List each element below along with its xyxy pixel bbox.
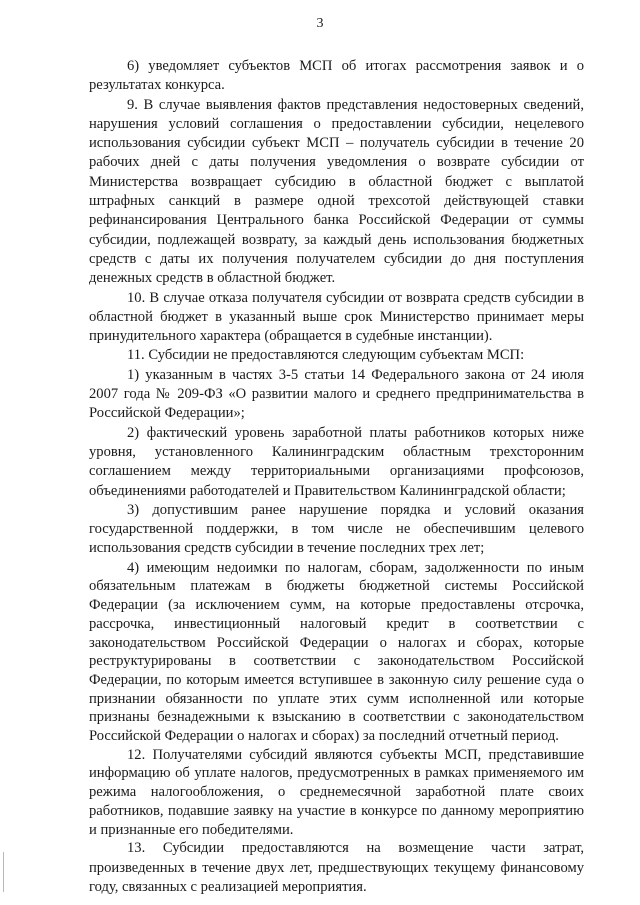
- paragraph-10-refusal: 10. В случае отказа получателя субсидии от возврата средств субсидии в областной бюджет в указанный выше срок Министерство принимает меры принудительного характера (обращается в судебные инстанции).: [89, 289, 584, 345]
- list-item-1: 1) указанным в частях 3-5 статьи 14 Федерального закона от 24 июля 2007 года № 209-ФЗ «О развитии малого и среднего предпринимательства в Российской Федерации»;: [89, 366, 584, 422]
- scan-edge-mark: [3, 852, 4, 892]
- list-item-3: 3) допустившим ранее нарушение порядка и условий оказания государственной поддержки, в том числе не обеспечившим целевого использования средств субсидии в течение последних трех лет;: [89, 501, 584, 557]
- paragraph-11-exclusions: 11. Субсидии не предоставляются следующим субъектам МСП:: [127, 347, 525, 364]
- page-number: 3: [316, 16, 324, 31]
- list-item-4: 4) имеющим недоимки по налогам, сборам, задолженности по иным обязательным платежам в бюджеты бюджетной системы Российской Федерации (за исключением сумм, на которые предоставлены отсрочка, рассрочка, инвестиционный налоговый кредит в соответствии с законодательством Российской Федерации о налогах и сборах, которые реструктурированы в соответствии с законодательством Российской Федерации, по которым имеется вступившее в законную силу решение суда о признании обязанности по уплате этих сумм исполненной или которые признаны безнадежными к взысканию в соответствии с законодательством Российской Федерации о налогах и сборах) за последний отчетный период.: [89, 559, 584, 745]
- paragraph-12-recipients: 12. Получателями субсидий являются субъекты МСП, представившие информацию об уплате налогов, предусмотренных в рамках применяемого им режима налогообложения, о среднемесячной заработной плате своих работников, подавшие заявку на участие в конкурсе по данному мероприятию и признанные его победителями.: [89, 746, 584, 838]
- document-body: [89, 57, 584, 897]
- paragraph-6-notify: 6) уведомляет субъектов МСП об итогах рассмотрения заявок и о результатах конкурса.: [89, 58, 584, 94]
- paragraph-13-compensation: 13. Субсидии предоставляются на возмещение части затрат, произведенных в течение двух лет, предшествующих текущему финансовому году, связанных с реализацией мероприятия.: [89, 840, 584, 895]
- paragraph-9-refund: 9. В случае выявления фактов представления недостоверных сведений, нарушения условий соглашения о предоставлении субсидии, нецелевого использования субсидии субъект МСП – получатель субсидии в течение 20 рабочих дней с даты получения уведомления о возврате субсидии от Министерства возвращает субсидию в областной бюджет с выплатой штрафных санкций в размере одной трехсотой действующей ставки рефинансирования Центрального банка Российской Федерации от суммы субсидии, подлежащей возврату, за каждый день использования бюджетных средств с даты их получения получателем субсидии до дня поступления денежных средств в областной бюджет.: [89, 96, 584, 287]
- list-item-2: 2) фактический уровень заработной платы работников которых ниже уровня, установленного Калининградским областным трехсторонним соглашением между территориальными организациями профсоюзов, объединениями работодателей и Правительством Калининградской области;: [89, 424, 584, 499]
